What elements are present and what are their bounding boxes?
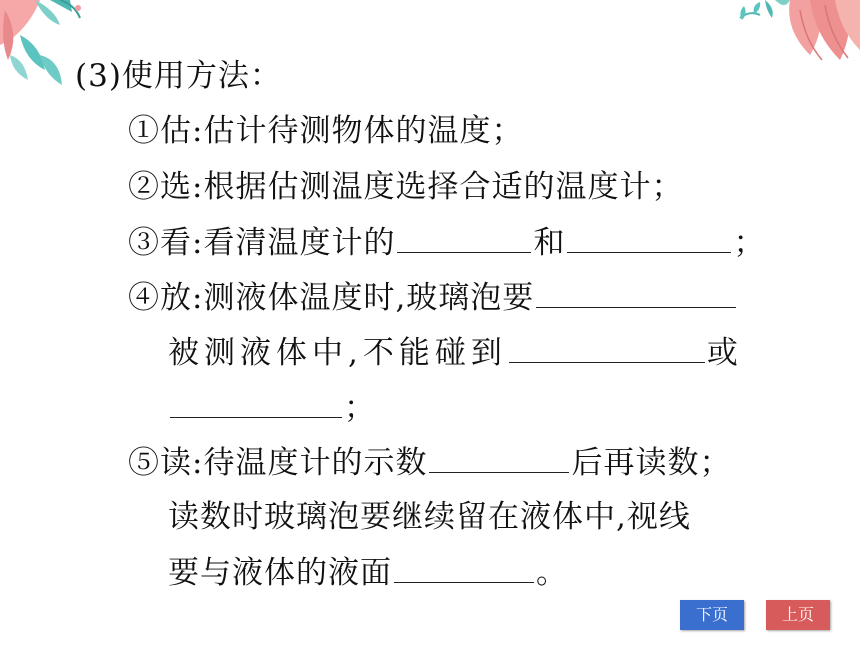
step4-line2-text-b: 或 — [706, 335, 743, 371]
step1-label: 估 — [160, 113, 192, 149]
step3-text-a: :看清温度计的 — [192, 225, 396, 261]
step3-line — [128, 222, 765, 263]
step4-line2-text-a: 被测液体中,不能碰到 — [168, 335, 507, 371]
step5-line2-text: 读数时玻璃泡要继续留在液体中,视线 — [168, 499, 691, 535]
section-heading: (3)使用方法： — [75, 58, 282, 94]
step1-text: :估计待测物体的温度； — [192, 113, 524, 149]
step5-label: 读 — [160, 445, 192, 481]
step1-line — [128, 111, 523, 151]
answer-blank — [536, 277, 736, 308]
step5-line — [128, 442, 731, 483]
step5-text-a: :待温度计的示数 — [192, 445, 428, 481]
step5-line3-text: 要与液体的液面 — [168, 555, 392, 591]
step1-marker: ① — [128, 113, 160, 149]
answer-blank — [567, 222, 731, 253]
step2-line — [128, 167, 683, 207]
previous-page-label: 上页 — [781, 605, 814, 624]
next-page-label: 下页 — [695, 605, 728, 624]
answer-blank — [394, 552, 534, 583]
step4-marker: ④ — [128, 280, 160, 316]
step2-marker: ② — [128, 169, 160, 205]
next-page-button[interactable] — [680, 600, 744, 630]
step5-line2 — [168, 497, 691, 537]
step2-label: 选 — [160, 169, 192, 205]
step5-line3 — [168, 552, 568, 593]
previous-page-button[interactable] — [766, 600, 830, 630]
answer-blank — [170, 387, 342, 418]
step3-text-c: ； — [733, 225, 766, 261]
step4-line3 — [168, 387, 376, 428]
step5-text-b: 后再读数； — [571, 445, 732, 481]
step4-text-a: :测液体温度时,玻璃泡要 — [192, 280, 535, 316]
answer-blank — [509, 332, 705, 363]
step4-line2 — [168, 332, 743, 373]
step4-label: 放 — [160, 280, 192, 316]
step3-text-b: 和 — [533, 225, 566, 261]
answer-blank — [397, 222, 531, 253]
step4-line — [128, 277, 738, 318]
heading-line — [75, 56, 282, 96]
answer-blank — [429, 442, 569, 473]
step5-line3-end: 。 — [536, 555, 568, 591]
step2-text: :根据估测温度选择合适的温度计； — [192, 169, 684, 205]
step3-marker: ③ — [128, 225, 160, 261]
leaf-decoration-top-right — [730, 0, 860, 80]
step5-marker: ⑤ — [128, 445, 160, 481]
step4-line3-end: ； — [344, 390, 376, 426]
step3-label: 看 — [160, 225, 192, 261]
